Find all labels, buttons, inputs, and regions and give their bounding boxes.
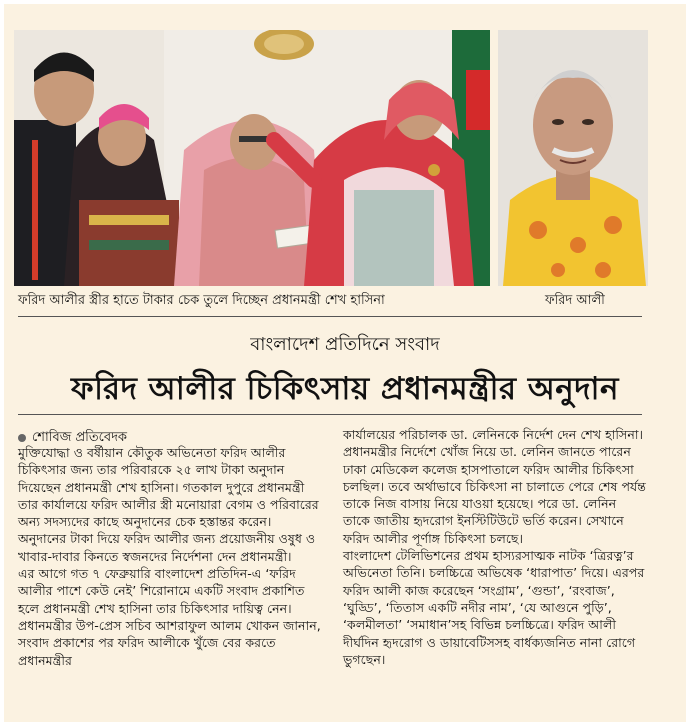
article-paragraph: বাংলাদেশ টেলিভিশনের প্রথম হাস্যরসাত্মক নাটক ‘ত্রিরত্ন’র অভিনেতা তিনি। চলচ্চিত্রে অভিষেক ‘ধারাপাত’ দিয়ে। এরপর ফরিদ আলী কাজ করেছেন ‘সংগ্রাম’, ‘গুন্ডা’, ‘রংবাজ’, ‘ঘুড্ডি’, ‘তিতাস একটি নদীর নাম’, ‘যে আগুনে পুড়ি’, ‘কলমীলতা’ ‘সমাধান’সহ বিভিন্ন চলচ্চিত্রে। ফরিদ আলী দীর্ঘদিন হৃদরোগ ও ডায়াবেটিসসহ বার্ধক্যজনিত নানা রোগে ভুগছেন। bbox=[343, 548, 645, 667]
byline-text: শোবিজ প্রতিবেদক bbox=[32, 430, 128, 445]
side-photo-illustration bbox=[498, 30, 648, 286]
bullet-icon bbox=[18, 434, 26, 442]
photo-prime-minister-handing-cheque bbox=[14, 30, 490, 286]
divider-top bbox=[18, 316, 642, 317]
article-paragraph: এর আগে গত ৭ ফেব্রুয়ারি বাংলাদেশ প্রতিদিন-এ ‘ফরিদ আলীর পাশে কেউ নেই’ শিরোনামে একটি সংবাদ প্রকাশিত হলে প্রধানমন্ত্রী শেখ হাসিনা তার চিকিৎসার দায়িত্ব নেন। প্রধানমন্ত্রীর উপ-প্রেস সচিব আশরাফুল আলম খোকন জানান, সংবাদ প্রকাশের পর ফরিদ আলীকে খুঁজে বের করতে প্রধানমন্ত্রীর bbox=[18, 566, 321, 668]
article-column-right bbox=[343, 426, 647, 668]
article-paragraph: মুক্তিযোদ্ধা ও বর্ষীয়ান কৌতুক অভিনেতা ফরিদ আলীর চিকিৎসার জন্য তার পরিবারকে ২৫ লাখ টাকা অনুদান দিয়েছেন প্রধানমন্ত্রী শেখ হাসিনা। গতকাল দুপুরে প্রধানমন্ত্রী তার কার্যালয়ে ফরিদ আলীর স্ত্রী মনোয়ারা বেগম ও পরিবারের অন্য সদস্যদের কাছে অনুদানের চেক হস্তান্তর করেন। অনুদানের টাকা দিয়ে ফরিদ আলীর জন্য প্রয়োজনীয় ওষুধ ও খাবার-দাবার কিনতে স্বজনদের নির্দেশনা দেন প্রধানমন্ত্রী। bbox=[18, 445, 319, 564]
article-column-left bbox=[18, 444, 322, 669]
article-kicker: বাংলাদেশ প্রতিদিনে সংবাদ bbox=[250, 334, 440, 355]
main-photo-illustration bbox=[14, 30, 490, 286]
side-photo-caption: ফরিদ আলী bbox=[545, 293, 605, 308]
main-photo-caption: ফরিদ আলীর স্ত্রীর হাতে টাকার চেক তুলে দিচ্ছেন প্রধানমন্ত্রী শেখ হাসিনা bbox=[18, 293, 385, 308]
article-headline: ফরিদ আলীর চিকিৎসায় প্রধানমন্ত্রীর অনুদান bbox=[71, 371, 619, 407]
article-paragraph: কার্যালয়ের পরিচালক ডা. লেনিনকে নির্দেশ দেন শেখ হাসিনা। প্রধানমন্ত্রীর নির্দেশে খোঁজ নিয়ে ডা. লেনিন জানতে পারেন ঢাকা মেডিকেল কলেজ হাসপাতালে ফরিদ আলীর চিকিৎসা চলছিল। তবে অর্থাভাবে চিকিৎসা না চালাতে পেরে শেষ পর্যন্ত তাকে নিজ বাসায় নিয়ে যাওয়া হয়েছে। পরে ডা. লেনিন তাকে জাতীয় হৃদরোগ ইনস্টিটিউটে ভর্তি করেন। সেখানে ফরিদ আলীর পূর্ণাঙ্গ চিকিৎসা চলছে। bbox=[343, 427, 646, 546]
divider-headline bbox=[18, 414, 642, 415]
photo-farid-ali-portrait bbox=[498, 30, 648, 286]
